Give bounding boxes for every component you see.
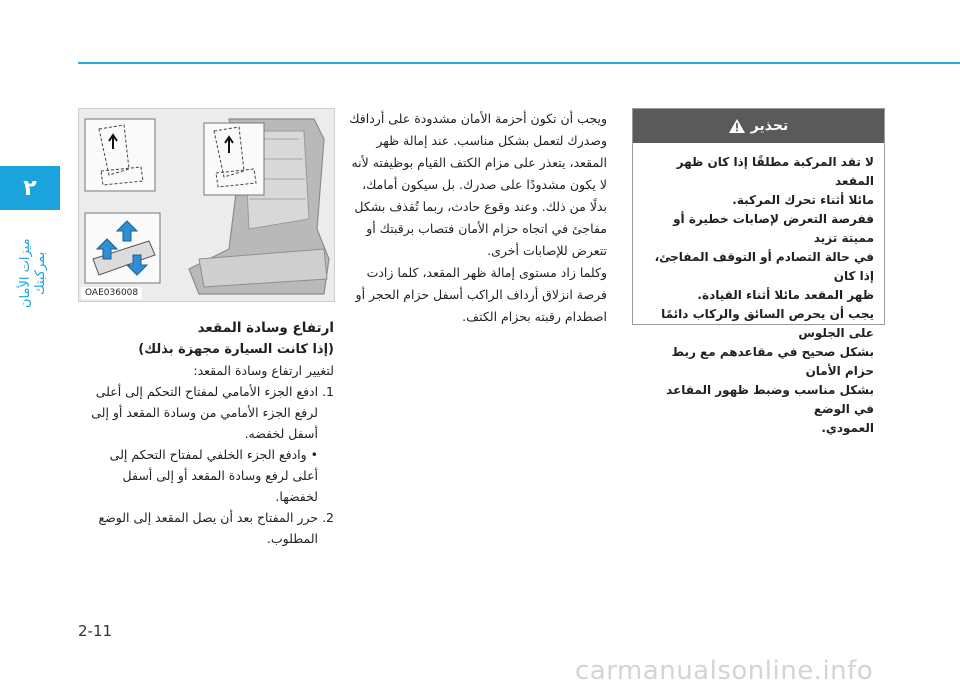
paragraph-line: المقعد، يتعذر على مزام الكتف القيام بوظيفته لأنه [351,155,607,170]
warning-header [633,109,884,143]
warning-line: مائلا أثناء تحرك المركبة. [732,193,874,207]
chapter-side-title: ميزات الأمان بمركبتك [18,238,48,308]
bullet-line-3: لخفضها. [275,489,318,504]
paragraph-line: لا يكون مشدودًا على صدرك. بل سيكون أمامك، [362,177,607,192]
paragraph-line: ويجب أن تكون أحزمة الأمان مشدودة على أردافك [349,111,607,126]
warning-line: ظهر المقعد مائلا أثناء القيادة. [697,288,874,302]
bullet-line-1: • وادفع الجزء الخلفي لمفتاح التحكم إلى [109,447,318,462]
paragraph-line: تتعرض للإصابات أخرى. [487,243,607,258]
seat-cushion-figure [78,108,335,302]
watermark: carmanualsonline.info [575,656,874,686]
seat-cushion-height-section [82,318,334,549]
paragraph-line: بدلًا من ذلك. وعند وقوع حادث، ربما تُقذف بشكل [354,199,607,214]
step-2-line-1: 2. حرر المفتاح بعد أن يصل المقعد إلى الوضع [98,510,334,525]
warning-line: يجب أن يحرص السائق والركاب دائمًا على الجلوس [661,307,874,340]
chapter-tab: ٢ [0,166,60,210]
warning-line: بشكل صحيح في مقاعدهم مع ربط حزام الأمان [671,345,874,378]
paragraph-line: وكلما زاد مستوى إمالة ظهر المقعد، كلما زادت [366,265,607,280]
step-1-line-1: 1. ادفع الجزء الأمامي لمفتاح التحكم إلى أعلى [95,384,334,399]
warning-body [633,143,884,438]
warning-triangle-icon [729,119,745,133]
warning-title: تحذير [750,118,789,134]
warning-line: العمودي. [821,421,874,435]
paragraph-line: اصطدام رقبته بحزام الكتف. [462,309,607,324]
paragraph-line: وصدرك لتعمل بشكل مناسب. عند إمالة ظهر [376,133,607,148]
section-heading: ارتفاع وسادة المقعد [197,320,334,336]
figure-code: OAE036008 [81,287,142,299]
step-2-line-2: المطلوب. [266,531,318,546]
top-rule [78,62,960,64]
warning-line: لا تقد المركبة مطلقًا إذا كان ظهر المقعد [676,155,874,188]
warning-box [632,108,885,435]
paragraph-line: مفاجئ في اتجاه حزام الأمان فتصاب برقبتك أو [366,221,607,236]
paragraph-line: فرصة انزلاق أرداف الراكب أسفل حزام الحجر أو [355,287,607,302]
page-number: 2-11 [78,622,113,640]
seat-illustration [79,109,334,301]
warning-line: ففرصة التعرض لإصابات خطيرة أو مميتة تزيد [673,212,874,245]
step-1-line-3: أسفل لخفضه. [244,426,318,441]
bullet-line-2: أعلى لرفع وسادة المقعد أو إلى أسفل [122,468,318,483]
seatbelt-paragraph [345,108,607,328]
section-intro: لتغيير ارتفاع وسادة المقعد: [193,363,334,378]
warning-line: في حالة التصادم أو التوقف المفاجئ، إذا كان [654,250,874,283]
section-subheading: (إذا كانت السيارة مجهزة بذلك) [138,342,334,357]
step-1-line-2: لرفع الجزء الأمامي من وسادة المقعد أو إلى [91,405,318,420]
warning-line: بشكل مناسب وضبط ظهور المقاعد في الوضع [666,383,874,416]
